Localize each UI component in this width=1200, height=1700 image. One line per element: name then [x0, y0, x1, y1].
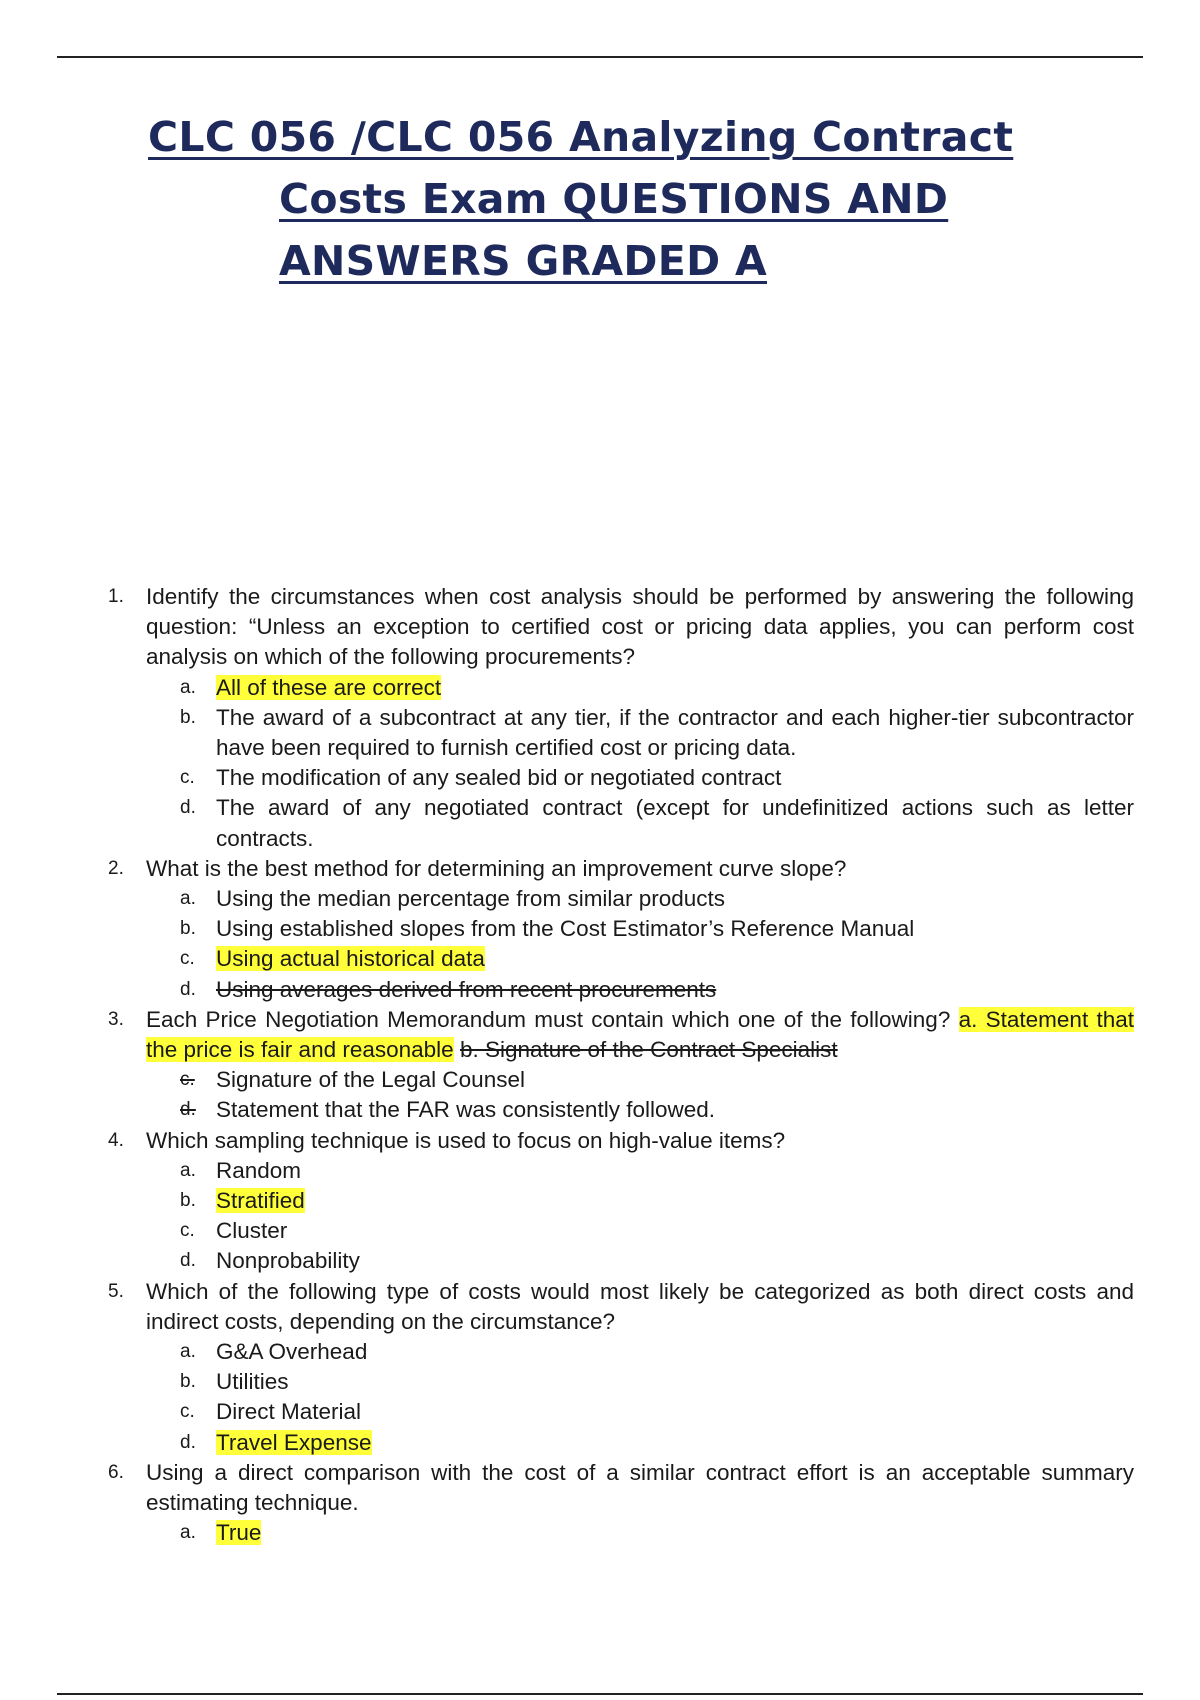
question-list	[108, 582, 1134, 1549]
title-line-2: Costs Exam QUESTIONS AND	[279, 175, 949, 223]
option-letter: b.	[180, 1190, 196, 1212]
option-text: G&A Overhead	[216, 1339, 368, 1365]
question-6	[108, 1458, 1134, 1518]
option-2a	[108, 884, 1134, 914]
option-text: Statement that the FAR was consistently followed.	[216, 1097, 715, 1123]
option-text: Utilities	[216, 1369, 289, 1395]
option-letter: d.	[180, 1099, 196, 1121]
question-number: 3.	[108, 1008, 124, 1030]
option-letter: b.	[180, 918, 196, 940]
option-4c	[108, 1216, 1134, 1246]
option-letter: d.	[180, 1431, 196, 1453]
option-text-struck: Using averages derived from recent procurements	[216, 976, 717, 1002]
option-4b	[108, 1186, 1134, 1216]
option-2b	[108, 914, 1134, 944]
option-letter: b.	[180, 706, 196, 728]
option-text: Signature of the Legal Counsel	[216, 1067, 525, 1093]
question-text	[146, 1005, 1134, 1065]
option-text: Nonprobability	[216, 1248, 360, 1274]
option-letter: c.	[180, 767, 195, 789]
question-3	[108, 1005, 1134, 1065]
footer-rule	[57, 1693, 1143, 1695]
question-2	[108, 854, 1134, 884]
inline-answer: a. Statement that the price is fair and reasonable	[146, 1006, 1134, 1063]
option-letter: c.	[180, 1220, 195, 1242]
option-1c	[108, 763, 1134, 793]
option-text-answer: All of these are correct	[216, 674, 442, 700]
option-text: Cluster	[216, 1218, 288, 1244]
option-letter: a.	[180, 1159, 196, 1181]
option-letter: d.	[180, 797, 196, 819]
option-letter: c.	[180, 948, 195, 970]
option-2c	[108, 944, 1134, 974]
option-5a	[108, 1337, 1134, 1367]
option-4a	[108, 1156, 1134, 1186]
option-letter: c.	[180, 1401, 195, 1423]
option-letter: b.	[180, 1371, 196, 1393]
header-rule	[57, 56, 1143, 58]
option-3c	[108, 1065, 1134, 1095]
option-5c	[108, 1397, 1134, 1427]
option-text-answer: Stratified	[216, 1188, 305, 1214]
option-text: Using established slopes from the Cost Estimator’s Reference Manual	[216, 916, 915, 942]
inline-struck-option: b. Signature of the Contract Specialist	[459, 1037, 838, 1063]
question-5	[108, 1277, 1134, 1337]
title-line-1: CLC 056 /CLC 056 Analyzing Contract	[148, 113, 1014, 161]
option-text-answer: Travel Expense	[216, 1429, 372, 1455]
document-title	[148, 106, 1088, 292]
option-4d	[108, 1246, 1134, 1276]
option-1b	[108, 703, 1134, 763]
title-line-3: ANSWERS GRADED A	[279, 237, 768, 285]
question-number: 5.	[108, 1280, 124, 1302]
question-number: 2.	[108, 857, 124, 879]
option-text-answer: True	[216, 1520, 262, 1546]
question-text: Which of the following type of costs would most likely be categorized as both direct costs and indirect costs, depending on the circumstance?	[146, 1278, 1134, 1334]
option-text: Using the median percentage from similar products	[216, 886, 725, 912]
question-text: What is the best method for determining an improvement curve slope?	[146, 855, 847, 881]
option-letter: d.	[180, 978, 196, 1000]
option-2d	[108, 975, 1134, 1005]
option-6a	[108, 1518, 1134, 1548]
question-text: Identify the circumstances when cost analysis should be performed by answering the following question: “Unless an exception to certified cost or pricing data applies, you can perform cost analysis on which of the following procurements?	[146, 584, 1134, 670]
option-text: Random	[216, 1157, 302, 1183]
option-5d	[108, 1428, 1134, 1458]
option-3d	[108, 1095, 1134, 1125]
option-letter: c.	[180, 1069, 195, 1091]
question-1	[108, 582, 1134, 673]
option-letter: a.	[180, 1341, 196, 1363]
option-letter: a.	[180, 676, 196, 698]
option-1a	[108, 673, 1134, 703]
option-letter: a.	[180, 1522, 196, 1544]
option-letter: a.	[180, 888, 196, 910]
option-5b	[108, 1367, 1134, 1397]
question-text: Using a direct comparison with the cost of a similar contract effort is an acceptable summary estimating technique.	[146, 1459, 1134, 1516]
question-4	[108, 1126, 1134, 1156]
question-text: Which sampling technique is used to focus on high-value items?	[146, 1127, 786, 1153]
question-text-main: Each Price Negotiation Memorandum must contain which one of the following?	[146, 1006, 951, 1032]
option-text: The modification of any sealed bid or negotiated contract	[216, 765, 782, 791]
question-number: 6.	[108, 1461, 124, 1483]
option-text: Direct Material	[216, 1399, 362, 1425]
option-text: The award of a subcontract at any tier, if the contractor and each higher-tier subcontractor have been required to furnish certified cost or pricing data.	[216, 704, 1134, 761]
option-text-answer: Using actual historical data	[216, 946, 485, 972]
option-text: The award of any negotiated contract (except for undefinitized actions such as letter contracts.	[216, 795, 1134, 851]
question-number: 4.	[108, 1129, 124, 1151]
option-letter: d.	[180, 1250, 196, 1272]
option-1d	[108, 793, 1134, 853]
question-number: 1.	[108, 586, 124, 607]
